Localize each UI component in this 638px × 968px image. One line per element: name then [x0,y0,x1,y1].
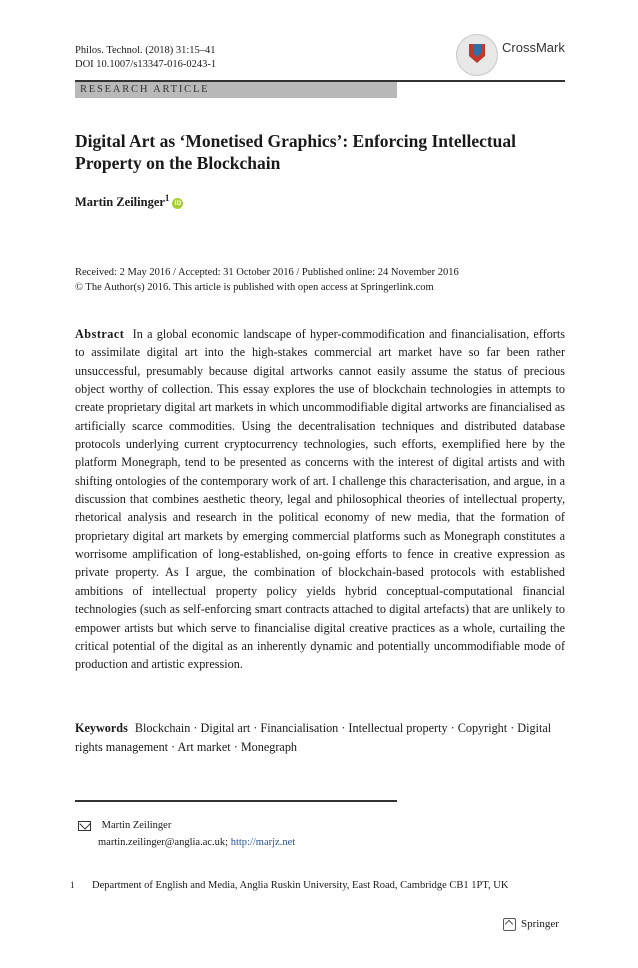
envelope-icon [78,821,91,831]
crossmark-badge[interactable] [456,32,568,76]
correspondence-email[interactable]: martin.zeilinger@anglia.ac.uk; [98,837,229,848]
article-type: RESEARCH ARTICLE [80,84,210,95]
affiliation [70,880,565,891]
abstract-label: Abstract [75,327,125,341]
abstract [75,325,565,674]
affiliation-mark: 1 [164,193,170,203]
keywords [75,719,565,756]
abstract-text: In a global economic landscape of hyper-commodification and financialisation, efforts to assimilate digital art into the high-stakes commercial art market have so far been rather unsuccessful, presumably because digital artworks cannot easily assume the status of precious object worthy of collection. This essay explores the use of blockchain technologies in attempts to create proprietary digital art markets in which uncommodifiable digital artworks are financialised as artificially scarce commodities. Using the decentralisation techniques and distributed database protocols underlying current cryptocurrency technologies, such efforts, exemplified here by the platform Monegraph, tend to be presented as concerns with the interest of digital artists and with shifting ontologies of the contemporary work of art. I challenge this characterisation, and argue, in a discussion that combines aesthetic theory, legal and philosophical theories of intellectual property, rhetorical analysis and research in the political economy of new media, that the formation of proprietary digital art markets by emerging commercial platforms such as Monegraph constitutes a worrisome amplification of long-established, on-going efforts to fence in creative expression as private property. As I argue, the combination of blockchain-based protocols with established ambitions of intellectual property policy yields hybrid conceptual-computational financial technologies (such as self-enforcing smart contracts attached to digital artefacts) that are unlikely to empower artists but which serve to financialise digital creative practices as a whole, curtailing the critical potential of the digital as an inherently dynamic and potentially uncommodifiable mode of production and artistic expression. [75,327,565,672]
journal-line: Philos. Technol. (2018) 31:15–41 [75,45,216,56]
journal-citation [75,44,216,72]
copyright-icon: © [75,282,83,293]
article-title: Digital Art as ‘Monetised Graphics’: Enforcing Intellectual Property on the Blockchain [75,131,517,173]
affiliation-number: 1 [70,880,75,890]
springer-horse-icon [503,918,516,931]
keywords-text: Blockchain · Digital art · Financialisation · Intellectual property · Copyright · Digital rights management · Art market · Monegraph [75,721,552,754]
correspondence-url[interactable]: http://marjz.net [230,837,296,848]
affiliation-text: Department of English and Media, Anglia Ruskin University, East Road, Cambridge CB1 1PT, UK [92,880,509,891]
footnote-rule [75,800,397,802]
orcid-icon[interactable]: iD [172,198,183,209]
publisher-footer [503,918,559,931]
author-name[interactable]: Martin Zeilinger [75,195,165,210]
doi-line: DOI 10.1007/s13347-016-0243-1 [75,59,217,70]
date-history: Received: 2 May 2016 / Accepted: 31 October 2016 / Published online: 24 November 2016 [75,267,459,278]
crossmark-label: CrossMark [502,40,565,55]
author-line [75,193,183,210]
copyright-text: The Author(s) 2016. This article is published with open access at Springerlink.com [85,282,434,293]
keywords-label: Keywords [75,721,128,735]
copyright-line [75,280,459,295]
crossmark-icon [456,34,498,76]
publisher-name: Springer [521,918,559,931]
correspondence [78,817,295,851]
publication-dates [75,265,459,295]
correspondence-name: Martin Zeilinger [101,820,172,831]
